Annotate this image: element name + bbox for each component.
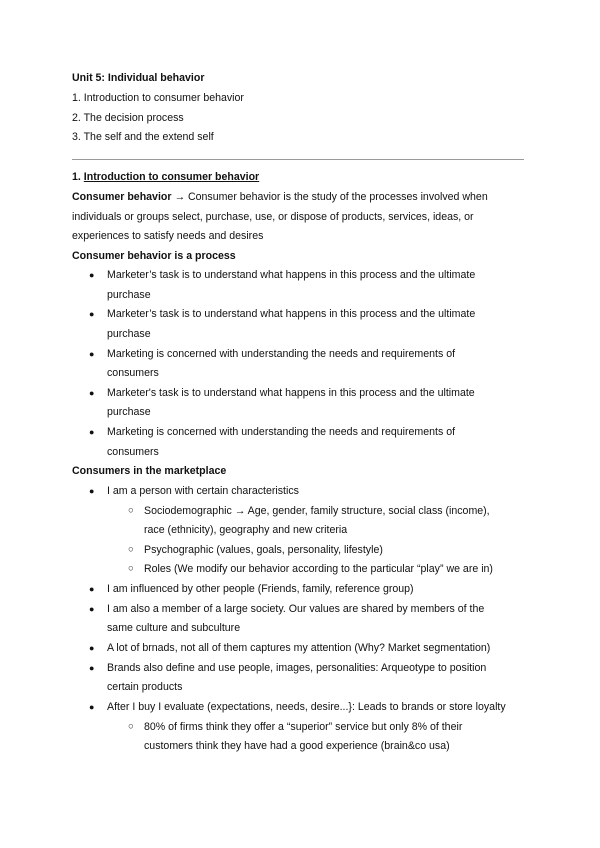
toc-item-1: 1. Introduction to consumer behavior (72, 92, 244, 104)
definition-line-1 (72, 190, 488, 204)
bullet-icon: ● (89, 309, 95, 319)
process-bullet-4-cont: purchase (107, 406, 151, 418)
bullet-icon: ● (89, 486, 95, 496)
process-heading: Consumer behavior is a process (72, 250, 236, 262)
market-bullet-5: Brands also define and use people, images, personalities: Arqueotype to position (107, 662, 487, 674)
toc-item-3: 3. The self and the extend self (72, 131, 214, 143)
market-bullet-3-cont: same culture and subculture (107, 622, 241, 634)
section-heading (72, 170, 259, 184)
bullet-icon: ● (89, 427, 95, 437)
sub-bullet-icon: ○ (128, 563, 134, 574)
sub-bullet-2: Psychographic (values, goals, personality, lifestyle) (144, 544, 383, 556)
sub-bullet-1: Sociodemographic → Age, gender, family structure, social class (income), (144, 505, 490, 517)
section-number: 1. (72, 171, 84, 183)
market-bullet-5-cont: certain products (107, 681, 183, 693)
process-bullet-4: Marketer's task is to understand what happens in this process and the ultimate (107, 387, 475, 399)
marketplace-heading: Consumers in the marketplace (72, 465, 227, 477)
definition-line-3: experiences to satisfy needs and desires (72, 230, 264, 242)
process-bullet-3-cont: consumers (107, 367, 159, 379)
unit-title: Unit 5: Individual behavior (72, 72, 205, 84)
market-bullet-1: I am a person with certain characteristics (107, 485, 299, 497)
sub-bullet-icon: ○ (128, 505, 134, 516)
bullet-icon: ● (89, 270, 95, 280)
sub-bullet-3: Roles (We modify our behavior according to the particular “play” we are in) (144, 563, 493, 575)
process-bullet-1-cont: purchase (107, 289, 151, 301)
market-bullet-4: A lot of brnads, not all of them captures my attention (Why? Market segmentation) (107, 642, 491, 654)
bullet-icon: ● (89, 663, 95, 673)
definition-term: Consumer behavior (72, 191, 172, 203)
sub-bullet-4: 80% of firms think they offer a “superior” service but only 8% of their (144, 721, 463, 733)
process-bullet-1: Marketer’s task is to understand what happens in this process and the ultimate (107, 269, 476, 281)
process-bullet-2-cont: purchase (107, 328, 151, 340)
process-bullet-2: Marketer’s task is to understand what happens in this process and the ultimate (107, 308, 476, 320)
definition-text: → Consumer behavior is the study of the processes involved when (171, 191, 488, 203)
bullet-icon: ● (89, 604, 95, 614)
bullet-icon: ● (89, 584, 95, 594)
market-bullet-3: I am also a member of a large society. Our values are shared by members of the (107, 603, 485, 615)
bullet-icon: ● (89, 643, 95, 653)
horizontal-divider (72, 159, 524, 160)
bullet-icon: ● (89, 388, 95, 398)
toc-item-2: 2. The decision process (72, 112, 184, 124)
market-bullet-6: After I buy I evaluate (expectations, needs, desire...}: Leads to brands or store loyalty (107, 701, 506, 713)
sub-bullet-icon: ○ (128, 544, 134, 555)
sub-bullet-4-cont: customers think they have had a good experience (brain&co usa) (144, 740, 450, 752)
process-bullet-5-cont: consumers (107, 446, 159, 458)
process-bullet-5: Marketing is concerned with understanding the needs and requirements of (107, 426, 456, 438)
bullet-icon: ● (89, 702, 95, 712)
section-title: Introduction to consumer behavior (83, 171, 260, 183)
market-bullet-2: I am influenced by other people (Friends, family, reference group) (107, 583, 414, 595)
definition-line-2: individuals or groups select, purchase, use, or dispose of products, services, ideas, or (72, 211, 474, 223)
sub-bullet-icon: ○ (128, 721, 134, 732)
bullet-icon: ● (89, 349, 95, 359)
sub-bullet-1-cont: race (ethnicity), geography and new criteria (144, 524, 348, 536)
process-bullet-3: Marketing is concerned with understanding the needs and requirements of (107, 348, 456, 360)
